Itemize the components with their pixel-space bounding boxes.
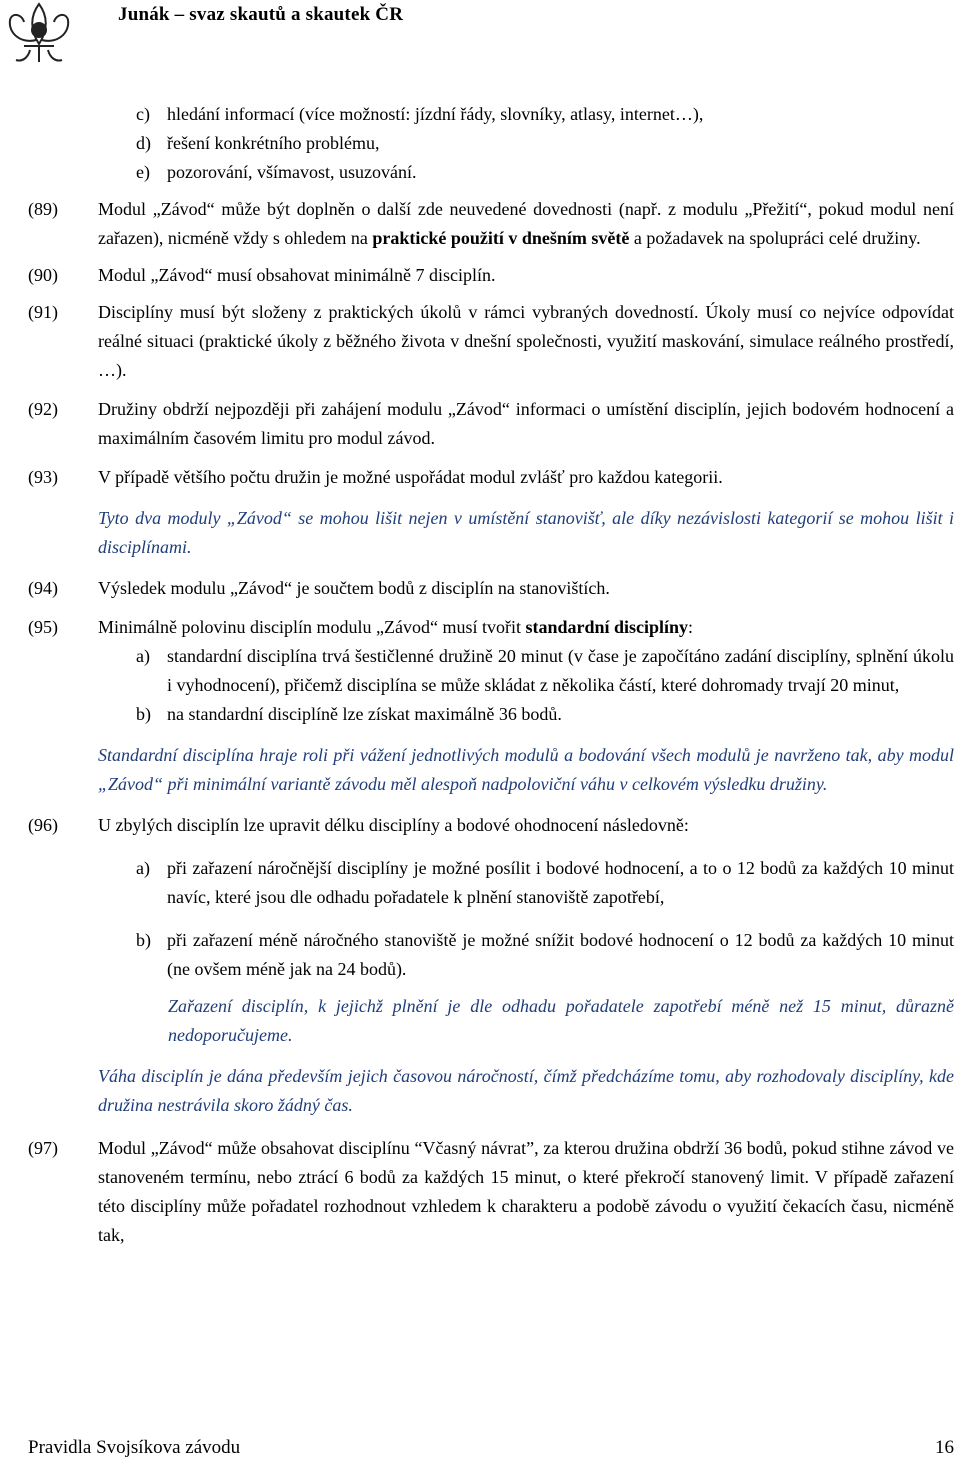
paragraph-96: (96) U zbylých disciplín lze upravit délku disciplíny a bodové ohodnocení následovně: [28, 815, 689, 835]
paragraph-90: (90) Modul „Závod“ musí obsahovat minimálně 7 disciplín. [28, 265, 496, 285]
header-title: Junák – svaz skautů a skautek ČR [118, 4, 404, 25]
list-95 [28, 642, 954, 729]
paragraph-89: (89) Modul „Závod“ může být doplněn o další zde neuvedené dovednosti (např. z modulu „Přežití“, pokud modul není zařazen), nicméně vždy s ohledem na praktické použití v dnešním světě a požadavek na spolupráci celé družiny. [28, 199, 954, 248]
list-item: a) standardní disciplína trvá šestičlenné družině 20 minut (v čase je započítáno zadání disciplíny, splnění úkolu i vyhodnocení), přičemž disciplína se může skládat z několika částí, které dohromady trvají 20 minut, [136, 646, 954, 695]
note-95: Standardní disciplína hraje roli při vážení jednotlivých modulů a bodování všech modulů je navrženo tak, aby modul „Závod“ při minimální variantě závodu měl alespoň nadpoloviční váhu v celkovém výsledku družiny. [98, 745, 954, 794]
list-item: a) při zařazení náročnější disciplíny je možné posílit i bodové hodnocení, a to o 12 bodů za každých 10 minut navíc, které jsou dle odhadu pořadatele k plnění stanoviště zapotřebí, [136, 858, 954, 907]
list-item: e) pozorování, všímavost, usuzování. [136, 162, 417, 182]
page-number: 16 [935, 1437, 954, 1458]
list-item: d) řešení konkrétního problému, [136, 133, 380, 153]
footer-title: Pravidla Svojsíkova závodu [28, 1437, 241, 1458]
note-96-inner: Zařazení disciplín, k jejichž plnění je dle odhadu pořadatele zapotřebí méně než 15 minut, důrazně nedoporučujeme. [168, 996, 954, 1045]
document-body [28, 100, 954, 1250]
paragraph-91: (91) Disciplíny musí být složeny z praktických úkolů v rámci vybraných dovedností. Úkoly musí co nejvíce odpovídat reálné situaci (praktické úkoly z běžného života v dnešní společnosti, využití maskování, simulace reálného prostředí, …). [28, 302, 954, 380]
paragraph-95: (95) Minimálně polovinu disciplín modulu „Závod“ musí tvořit standardní disciplíny: [28, 617, 694, 637]
list-item: b) při zařazení méně náročného stanoviště je možné snížit bodové hodnocení o 12 bodů za každých 10 minut (ne ovšem méně jak na 24 bodů). [136, 930, 954, 979]
paragraph-97: (97) Modul „Závod“ může obsahovat disciplínu “Včasný návrat”, za kterou družina obdrží 36 bodů, pokud stihne závod ve stanoveném termínu, nebo ztrácí 6 bodů za každých 15 minut, o které překročí stanovený limit. V případě zařazení této disciplíny může pořadatel rozhodnout vzhledem k charakteru a podobě závodu o využití čekacích času, nicméně tak, [28, 1138, 954, 1245]
list-96 [28, 854, 954, 984]
paragraph-92: (92) Družiny obdrží nejpozději při zahájení modulu „Závod“ informaci o umístění disciplín, jejich bodovém hodnocení a maximálním časovém limitu pro modul závod. [28, 399, 954, 448]
junak-lily-logo [0, 0, 78, 64]
note-96: Váha disciplín je dána především jejich časovou náročností, čímž předcházíme tomu, aby rozhodovaly disciplíny, kde družina nestrávila skoro žádný čas. [98, 1066, 954, 1115]
list-item: c) hledání informací (více možností: jízdní řády, slovníky, atlasy, internet…), [136, 104, 704, 124]
list-item: b) na standardní disciplíně lze získat maximálně 36 bodů. [136, 704, 562, 724]
paragraph-94: (94) Výsledek modulu „Závod“ je součtem bodů z disciplín na stanovištích. [28, 578, 610, 598]
note-93: Tyto dva moduly „Závod“ se mohou lišit nejen v umístění stanovišť, ale díky nezávislosti kategorií se mohou lišit i disciplínami. [98, 508, 954, 557]
paragraph-93: (93) V případě většího počtu družin je možné uspořádat modul zvlášť pro každou kategorii. [28, 467, 723, 487]
list-top [28, 100, 954, 187]
